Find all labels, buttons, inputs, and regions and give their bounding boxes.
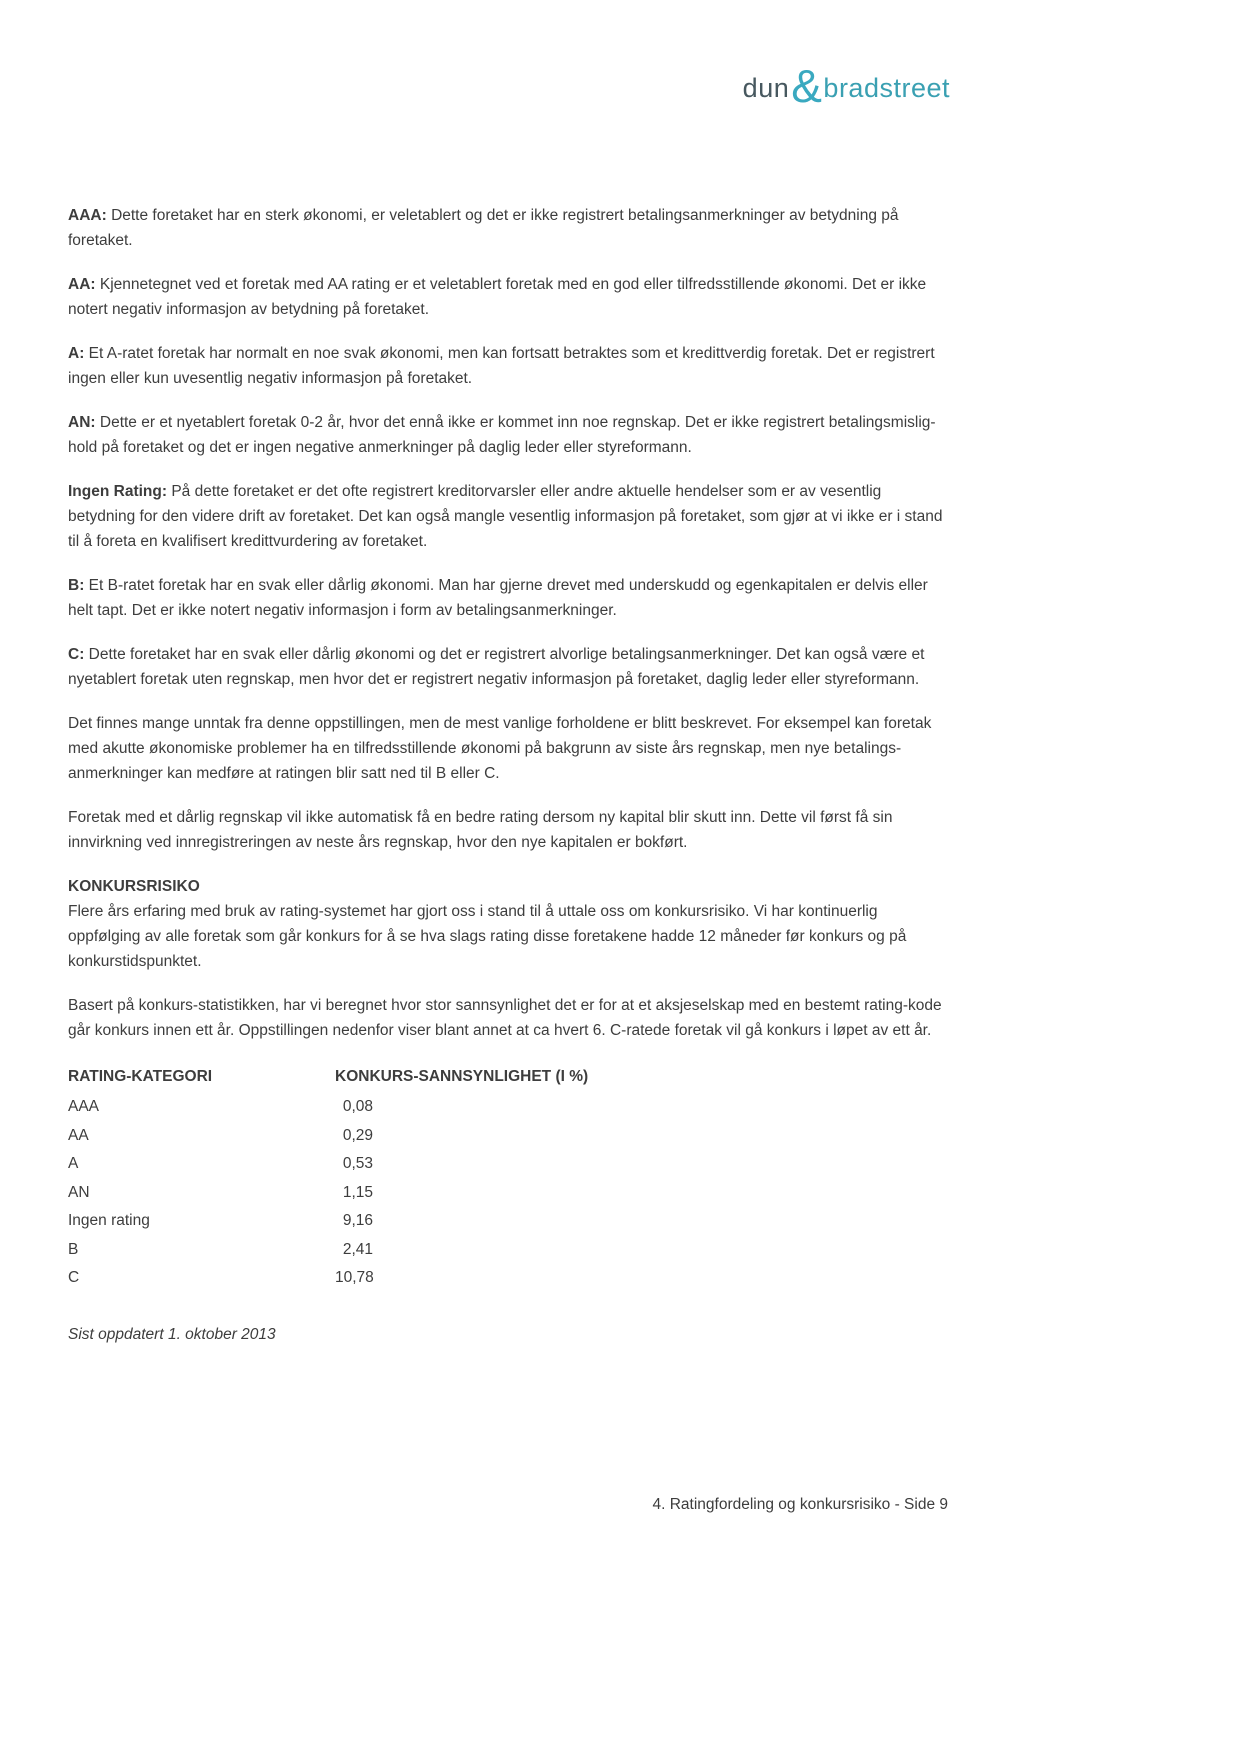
table-row: [68, 1264, 952, 1293]
table-cell-category: AN: [68, 1183, 90, 1201]
paragraph-konkursrisiko-statistics: Basert på konkurs-statistikken, har vi beregnet hvor stor sannsynlighet det er for at et aksjeselskap med en bestemt rating-kode går konkurs innen ett år. Oppstillingen nedenfor viser blant annet at ca hvert 6. C-ratede foretak vil gå konkurs i løpet av ett år.: [68, 997, 942, 1039]
table-row: [68, 1207, 952, 1236]
paragraph-rating-ingen: [68, 479, 952, 554]
rating-label-an: AN:: [68, 414, 96, 431]
paragraph-note-capital: Foretak med et dårlig regnskap vil ikke automatisk få en bedre rating dersom ny kapital blir skutt inn. Dette vil først få sin innvirkning ved innregistreringen av neste års regnskap, hvor den nye kapitalen er bokført.: [68, 809, 893, 851]
paragraph-note-exceptions: Det finnes mange unntak fra denne oppstillingen, men de mest vanlige forholdene er blitt beskrevet. For eksempel kan foretak med akutte økonomiske problemer ha en tilfredsstillende økonomi på bakgrunn av siste års regnskap, men nye betalings- anmerkninger kan medføre at ratingen blir satt ned til B eller C.: [68, 715, 932, 782]
section-heading-konkursrisiko: KONKURSRISIKO: [68, 878, 200, 895]
paragraph-rating-a: [68, 341, 952, 391]
table-cell-category: C: [68, 1269, 80, 1287]
paragraph-rating-b: [68, 573, 952, 623]
table-cell-probability: 10,78: [335, 1269, 374, 1287]
rating-label-aa: AA:: [68, 276, 96, 293]
table-cell-category: Ingen rating: [68, 1212, 150, 1230]
table-cell-probability: 2,41: [342, 1240, 373, 1258]
table-row: [68, 1150, 952, 1179]
rating-text-ingen: På dette foretaket er det ofte registrert kreditorvarsler eller andre aktuelle hendelser som er av vesentlig betydning for den videre drift av foretaket. Det kan også mangle vesentlig informasjon på foretaket, som gjør at vi ikke er i stand til å foreta en kvalifisert kredittvurdering av foretaket.: [68, 483, 943, 550]
logo-ampersand-icon: &: [791, 60, 823, 112]
table-row: [68, 1121, 952, 1150]
paragraph-rating-c: [68, 642, 952, 692]
rating-label-aaa: AAA:: [68, 207, 107, 224]
paragraph-rating-aa: [68, 272, 952, 322]
table-header-probability: KONKURS-SANNSYNLIGHET (I %): [335, 1067, 589, 1085]
rating-text-b: Et B-ratet foretak har en svak eller dårlig økonomi. Man har gjerne drevet med underskudd og egenkapitalen er delvis eller helt tapt. Det er ikke notert negativ informasjon i form av betalingsanmerkninger.: [68, 577, 928, 619]
rating-probability-table: [68, 1062, 952, 1292]
rating-text-aa: Kjennetegnet ved et foretak med AA rating er et veletablert foretak med en god eller tilfredsstillende økonomi. Det er ikke notert negativ informasjon av betydning på foretaket.: [68, 276, 927, 318]
rating-text-c: Dette foretaket har en svak eller dårlig økonomi og det er registrert alvorlige betalingsanmerkninger. Det kan også være et nyetablert foretak uten regnskap, men hvor det er registrert negativ informasjon på foretaket, daglig leder eller styreformann.: [68, 646, 925, 688]
table-cell-category: AAA: [68, 1098, 100, 1116]
table-cell-category: A: [68, 1155, 79, 1173]
dun-bradstreet-logo: [742, 60, 950, 112]
paragraph-rating-aaa: [68, 203, 952, 253]
page-footer: 4. Ratingfordeling og konkursrisiko - Side 9: [652, 1496, 948, 1513]
rating-label-a: A:: [68, 345, 85, 362]
document-body: [68, 203, 952, 1366]
rating-text-a: Et A-ratet foretak har normalt en noe svak økonomi, men kan fortsatt betraktes som et kredittverdig foretak. Det er registrert ingen eller kun uvesentlig negativ informasjon på foretaket.: [68, 345, 935, 387]
rating-text-aaa: Dette foretaket har en sterk økonomi, er veletablert og det er ikke registrert betalingsanmerkninger av betydning på foretaket.: [68, 207, 899, 249]
last-updated-note: Sist oppdatert 1. oktober 2013: [68, 1326, 276, 1343]
rating-label-c: C:: [68, 646, 85, 663]
table-row: [68, 1235, 952, 1264]
table-header-row: [68, 1062, 952, 1091]
paragraph-konkursrisiko-intro: [68, 874, 952, 974]
table-row: [68, 1178, 952, 1207]
rating-text-an: Dette er et nyetablert foretak 0-2 år, hvor det ennå ikke er kommet inn noe regnskap. Det er ikke registrert betalingsmislig- hold på foretaket og det er ingen negative anmerkninger på daglig leder eller styreformann.: [68, 414, 936, 456]
logo-text-bradstreet: bradstreet: [823, 73, 950, 103]
table-cell-probability: 0,53: [342, 1155, 373, 1173]
paragraph-rating-an: [68, 410, 952, 460]
table-cell-category: B: [68, 1240, 79, 1258]
table-cell-category: AA: [68, 1126, 89, 1144]
table-header-category: RATING-KATEGORI: [68, 1067, 213, 1085]
table-cell-probability: 0,29: [342, 1126, 373, 1144]
table-row: [68, 1093, 952, 1122]
table-cell-probability: 0,08: [342, 1098, 373, 1116]
logo-text-dun: dun: [742, 73, 790, 103]
rating-label-ingen: Ingen Rating:: [68, 483, 168, 500]
table-cell-probability: 9,16: [342, 1212, 373, 1230]
rating-label-b: B:: [68, 577, 85, 594]
konkursrisiko-text-1: Flere års erfaring med bruk av rating-systemet har gjort oss i stand til å uttale oss om konkursrisiko. Vi har kontinuerlig oppfølging av alle foretak som går konkurs for å se hva slags rating disse foretakene hadde 12 måneder før konkurs og på konkurstidspunktet.: [68, 903, 907, 970]
table-cell-probability: 1,15: [342, 1183, 373, 1201]
